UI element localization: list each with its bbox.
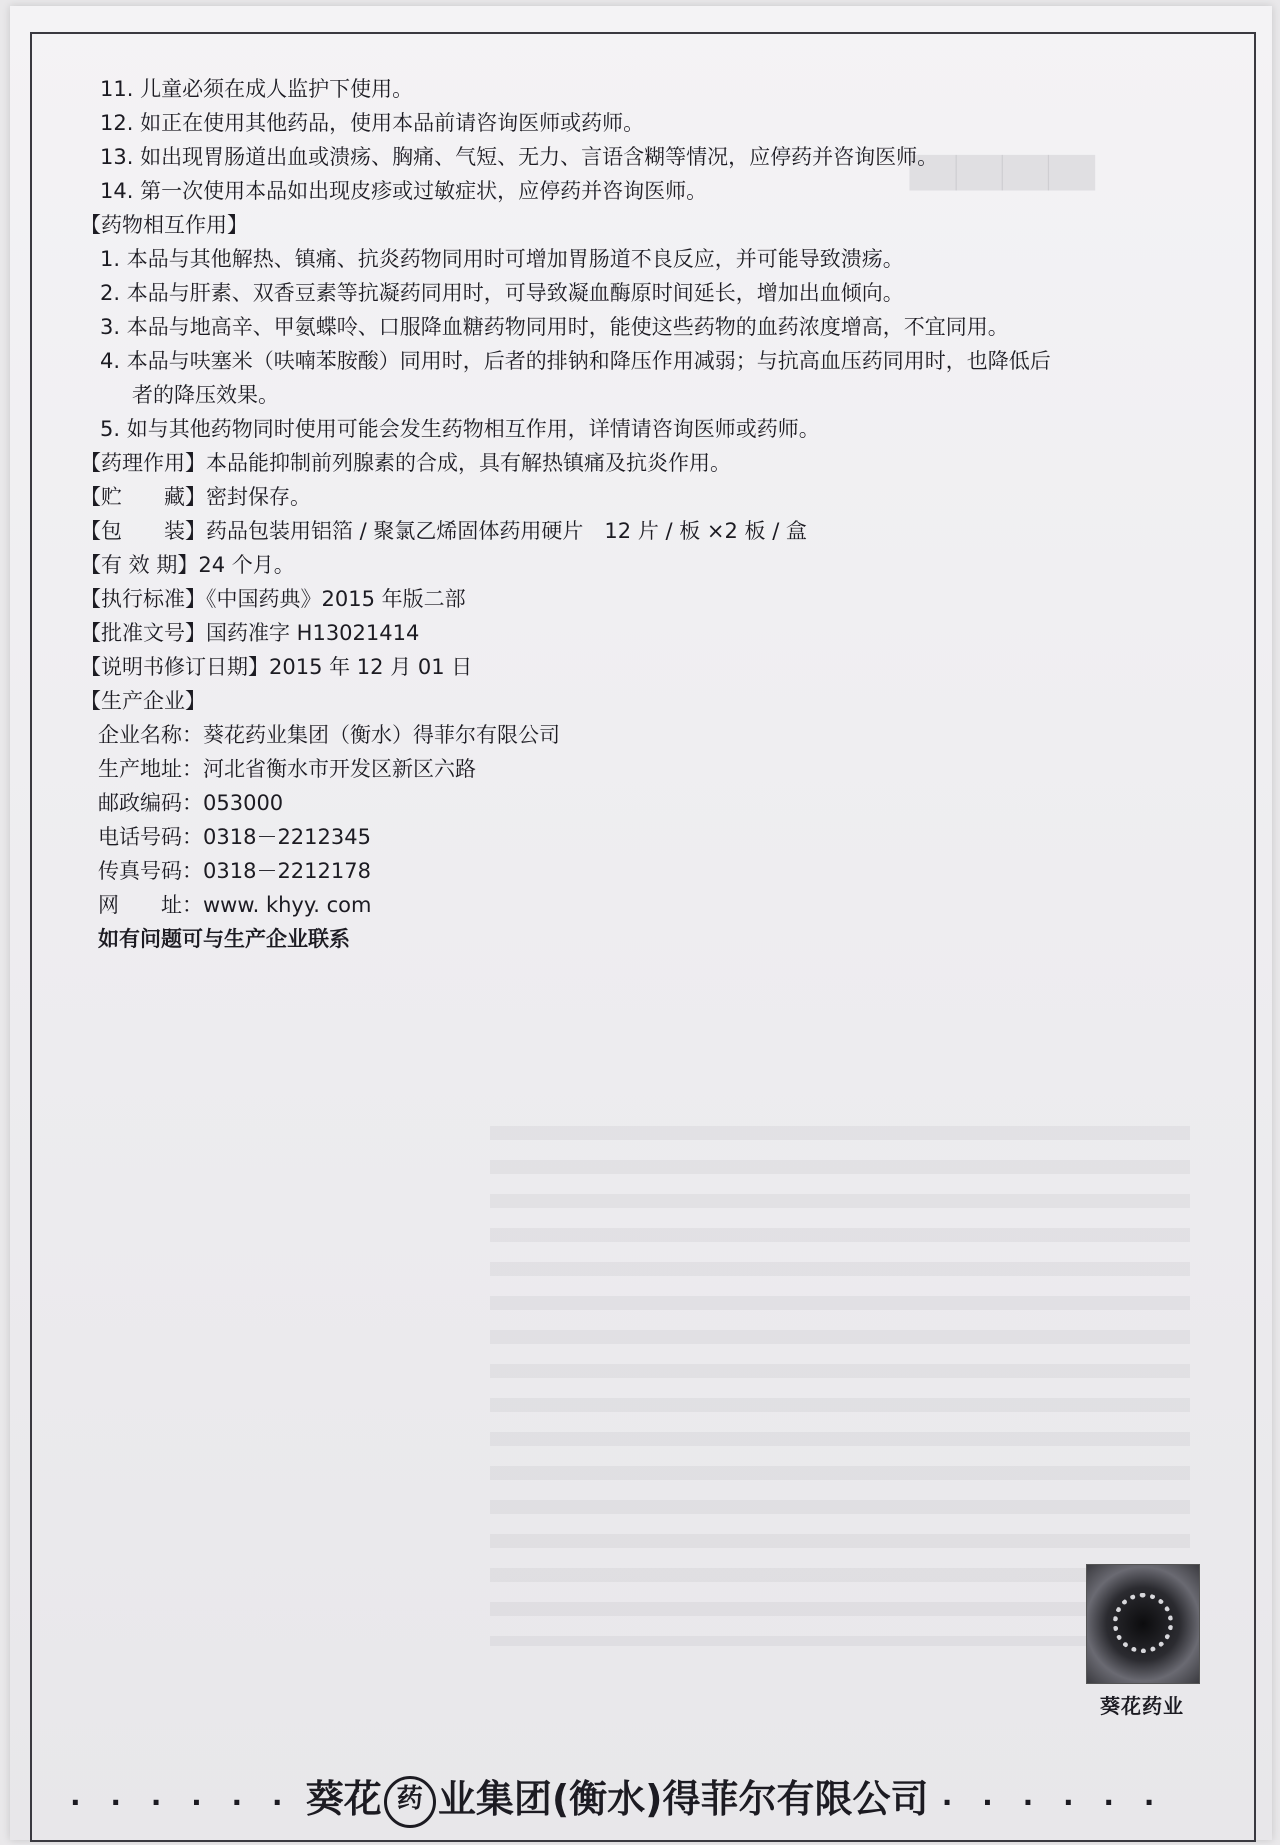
text-line: 如有问题可与生产企业联系 [98, 927, 350, 951]
text-line: 【说明书修订日期】2015 年 12 月 01 日 [80, 655, 473, 679]
text-line: 传真号码：0318－2212178 [98, 859, 371, 883]
leaflet-sheet [10, 6, 1272, 1840]
text-line: 【生产企业】 [80, 689, 206, 713]
text-line: 2. 本品与肝素、双香豆素等抗凝药同用时，可导致凝血酶原时间延长，增加出血倾向。 [100, 281, 904, 305]
text-line: 者的降压效果。 [132, 383, 279, 407]
text-line: 4. 本品与呋塞米（呋喃苯胺酸）同用时，后者的排钠和降压作用减弱；与抗高血压药同用时，也降低后 [100, 349, 1051, 373]
text-line: 【贮 藏】密封保存。 [80, 485, 311, 509]
leaflet-text [80, 72, 1230, 956]
logo-caption: 葵花药业 [1100, 1694, 1184, 1718]
text-line: 5. 如与其他药物同时使用可能会发生药物相互作用，详情请咨询医师或药师。 [100, 417, 820, 441]
text-line: 12. 如正在使用其他药品，使用本品前请咨询医师或药师。 [100, 111, 645, 135]
bleed-through-decoration: ▀▀▀▀ [910, 156, 1095, 226]
brand-logo [1086, 1564, 1198, 1722]
text-line: 【有 效 期】24 个月。 [80, 553, 295, 577]
text-line: 【包 装】药品包装用铝箔 / 聚氯乙烯固体药用硬片 12 片 / 板 ×2 板 / 盒 [80, 519, 807, 543]
company-seal-icon: 药 [384, 1776, 436, 1828]
text-line: 生产地址：河北省衡水市开发区新区六路 [98, 757, 476, 781]
text-line: 1. 本品与其他解热、镇痛、抗炎药物同用时可增加胃肠道不良反应，并可能导致溃疡。 [100, 247, 904, 271]
text-line: 14. 第一次使用本品如出现皮疹或过敏症状，应停药并咨询医师。 [100, 179, 708, 203]
text-line: 【执行标准】《中国药典》2015 年版二部 [80, 587, 466, 611]
text-line: 【药理作用】本品能抑制前列腺素的合成，具有解热镇痛及抗炎作用。 [80, 451, 731, 475]
text-line: 13. 如出现胃肠道出血或溃疡、胸痛、气短、无力、言语含糊等情况，应停药并咨询医师。 [100, 145, 939, 169]
text-line: 【批准文号】国药准字 H13021414 [80, 621, 420, 645]
text-line: 电话号码：0318－2212345 [98, 825, 371, 849]
footer-company-name-b: 业集团(衡水)得菲尔有限公司 [437, 1777, 929, 1821]
text-line: 【药物相互作用】 [80, 213, 248, 237]
sunflower-emblem-icon [1086, 1564, 1200, 1684]
footer-company-name-a: 葵花 [305, 1777, 382, 1821]
emblem-ring [1113, 1593, 1173, 1653]
text-line: 3. 本品与地高辛、甲氨蝶呤、口服降血糖药物同用时，能使这些药物的血药浓度增高，不宜同用。 [100, 315, 1009, 339]
footer-dots-left: · · · · · · [70, 1786, 293, 1819]
text-line: 邮政编码：053000 [98, 791, 284, 815]
footer-company-banner [70, 1768, 1220, 1828]
footer-dots-right: · · · · · · [941, 1786, 1165, 1819]
text-line: 网 址：www. khyy. com [98, 893, 372, 917]
bleed-through-lines [490, 1126, 1190, 1646]
text-line: 企业名称：葵花药业集团（衡水）得菲尔有限公司 [98, 723, 560, 747]
text-line: 11. 儿童必须在成人监护下使用。 [100, 77, 414, 101]
